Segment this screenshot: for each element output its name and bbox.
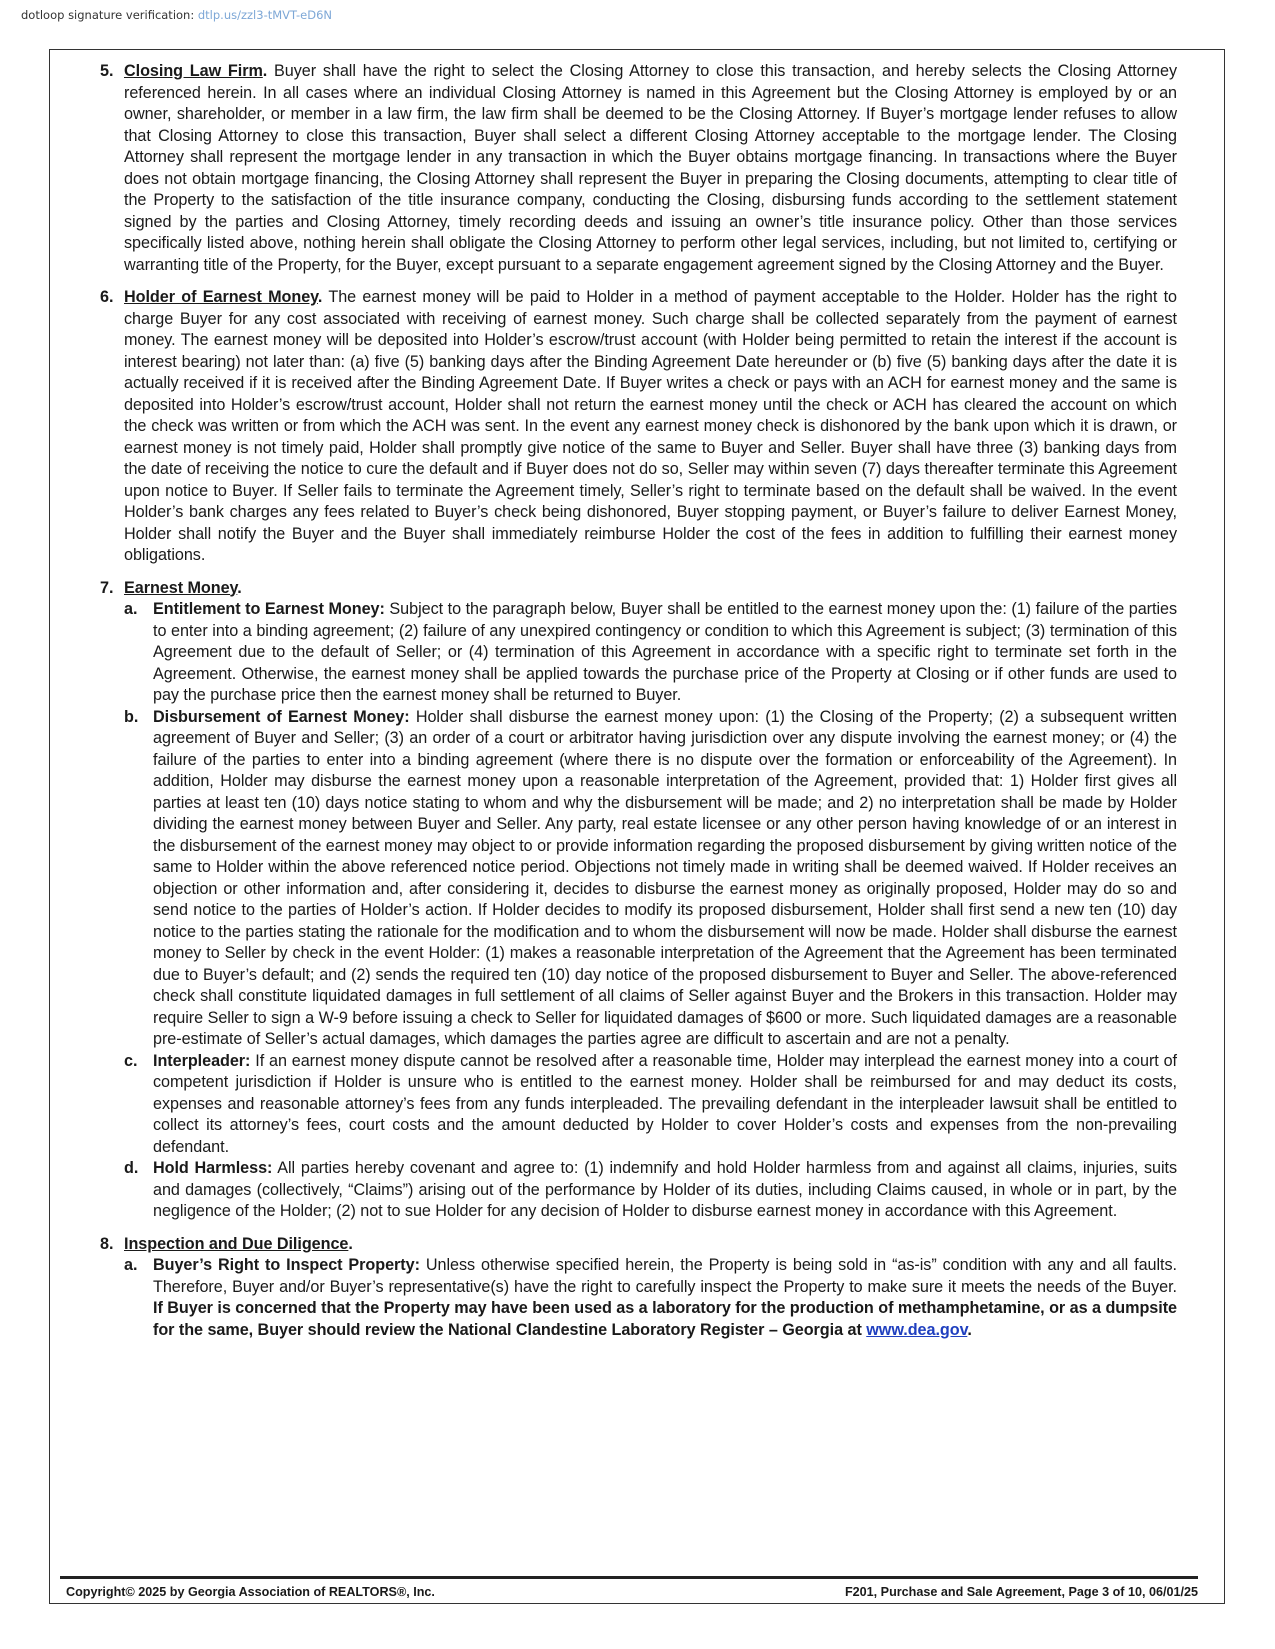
subsection-heading: Buyer’s Right to Inspect Property:: [153, 1256, 420, 1274]
footer-divider: [60, 1576, 1198, 1579]
section-title: Earnest Money: [124, 578, 238, 597]
sentence-end: .: [967, 1320, 972, 1339]
subsection-heading: Disbursement of Earnest Money:: [153, 707, 410, 726]
section-number: 8.: [100, 1234, 114, 1253]
section-text: The earnest money will be paid to Holder in a method of payment acceptable to the Holder. Holder has the right to charge Buyer for any cost associated with receiving of earnest money. Such charge shall be collected separately from the payment of earnest money. The earnest money will be deposited into Holder’s escrow/trust account (with Holder being permitted to retain the interest if the account is interest bearing) not later than: (a) five (5) banking days after the Binding Agreement Date hereunder or (b) five (5) banking days after the date it is actually received if it is received after the Binding Agreement Date. If Buyer writes a check or pays with an ACH for earnest money and the same is deposited into Holder’s escrow/trust account, Holder shall not return the earnest money until the check or ACH has cleared the account on which the check was written or from which the ACH was sent. In the event any earnest money check is dishonored by the bank upon which it is drawn, or earnest money is not timely paid, Holder shall promptly give notice of the same to Buyer and Seller. Buyer shall have three (3) banking days from the date of receiving the notice to cure the default and if Buyer does not do so, Seller may within seven (7) days thereafter terminate this Agreement upon notice to Buyer. If Seller fails to terminate the Agreement timely, Seller’s right to terminate based on the default shall be waived. In the event Holder’s bank charges any fees related to Buyer’s check being dishonored, Buyer stopping payment, or Buyer’s failure to deliver Earnest Money, Holder shall notify the Buyer and the Buyer shall immediately reimburse Holder the cost of the fees in addition to fulfilling their earnest money obligations.: [124, 288, 1177, 564]
page-footer: [66, 1585, 1198, 1599]
verification-label: dotloop signature verification:: [21, 8, 195, 22]
signature-verification: [21, 8, 332, 22]
subsection-text: Subject to the paragraph below, Buyer shall be entitled to the earnest money upon the: (1) failure of the parties to enter into a binding agreement; (2) failure of any unexpired contingency or condition to which this Agreement is subject; (3) termination of this Agreement due to the default of Seller; or (4) termination of this Agreement in accordance with a specific right to terminate set forth in the Agreement. Otherwise, the earnest money shall be applied towards the purchase price of the Property at Closing or if other funds are used to pay the purchase price then the earnest money shall be returned to Buyer.: [153, 600, 1178, 704]
footer-copyright: Copyright© 2025 by Georgia Association of REALTORS®, Inc.: [66, 1585, 435, 1599]
page-frame: [49, 49, 1225, 1604]
subsection-heading: Interpleader:: [153, 1051, 251, 1070]
subsection-interpleader: [124, 1051, 1177, 1159]
section-inspection-due-diligence: 8. Inspection and Due Diligence. a. Buyer’s Right to Inspect Property: Unless otherwise specified herein, the Property is being sold in “as-is” condition with any and all faults. Therefore, Buyer and/or Buyer’s representative(s) have the right to carefully inspect the Property to make sure it meets the needs of the Buyer. If Buyer is concerned that the Property may have been used as a laboratory for the production of methamphetamine, or as a dumpsite for the same, Buyer should review the National Clandestine Laboratory Register – Georgia at www.dea.gov.: [72, 1234, 1177, 1342]
subsection-heading: Hold Harmless:: [153, 1159, 273, 1177]
section-text: Buyer shall have the right to select the Closing Attorney to close this transaction, and hereby selects the Closing Attorney referenced herein. In all cases where an individual Closing Attorney is named in this Agreement but the Closing Attorney is employed by or an owner, shareholder, or member in a law firm, the law firm shall be deemed to be the Closing Attorney. If Buyer’s mortgage lender refuses to allow that Closing Attorney to close this transaction, Buyer shall select a different Closing Attorney acceptable to the mortgage lender. The Closing Attorney shall represent the mortgage lender in any transaction in which the Buyer obtains mortgage financing. In transactions where the Buyer does not obtain mortgage financing, the Closing Attorney shall represent the Buyer in preparing the Closing documents, attempting to clear title of the Property to the satisfaction of the title insurance company, conducting the Closing, disbursing funds according to the settlement statement signed by the parties and Closing Attorney, timely recording deeds and issuing an owner’s title insurance policy. Other than those services specifically listed above, nothing herein shall obligate the Closing Attorney to perform other legal services, including, but not limited to, certifying or warranting title of the Property, for the Buyer, except pursuant to a separate engagement agreement signed by the Closing Attorney and the Buyer.: [124, 62, 1177, 274]
section-closing-law-firm: 5. Closing Law Firm. Buyer shall have the right to select the Closing Attorney to close this transaction, and hereby selects the Closing Attorney referenced herein. In all cases where an individual Closing Attorney is named in this Agreement but the Closing Attorney is employed by or an owner, shareholder, or member in a law firm, the law firm shall be deemed to be the Closing Attorney. If Buyer’s mortgage lender refuses to allow that Closing Attorney to close this transaction, Buyer shall select a different Closing Attorney acceptable to the mortgage lender. The Closing Attorney shall represent the mortgage lender in any transaction in which the Buyer obtains mortgage financing. In transactions where the Buyer does not obtain mortgage financing, the Closing Attorney shall represent the Buyer in preparing the Closing documents, attempting to clear title of the Property to the satisfaction of the title insurance company, conducting the Closing, disbursing funds according to the settlement statement signed by the parties and Closing Attorney, timely recording deeds and issuing an owner’s title insurance policy. Other than those services specifically listed above, nothing herein shall obligate the Closing Attorney to perform other legal services, including, but not limited to, certifying or warranting title of the Property, for the Buyer, except pursuant to a separate engagement agreement signed by the Closing Attorney and the Buyer.: [100, 62, 1177, 274]
subsection-letter: a.: [124, 600, 138, 618]
subsection-text: Unless otherwise specified herein, the Property is being sold in “as-is” condition with any and all faults. Therefore, Buyer and/or Buyer’s representative(s) have the right to carefully inspect the Property to make sure it meets the needs of the Buyer.: [153, 1256, 1177, 1296]
document-body: [72, 61, 1177, 1352]
subsection-text: All parties hereby covenant and agree to: (1) indemnify and hold Holder harmless from and against all claims, injuries, suits and damages (collectively, “Claims”) arising out of the performance by Holder of its duties, including Claims caused, in whole or in part, by the negligence of the Holder; (2) not to sue Holder for any decision of Holder to disburse earnest money in accordance with this Agreement.: [153, 1159, 1177, 1220]
subsection-text: If an earnest money dispute cannot be resolved after a reasonable time, Holder may interplead the earnest money into a court of competent jurisdiction if Holder is unsure who is entitled to the earnest money. Holder shall be reimbursed for and may deduct its costs, expenses and reasonable attorney’s fees from any funds interpleaded. The prevailing defendant in the interpleader lawsuit shall be entitled to collect its attorney’s fees, court costs and the amount deducted by Holder to cover Holder’s costs and expenses from the non-prevailing defendant.: [153, 1051, 1177, 1156]
subsection-letter: a.: [124, 1256, 138, 1274]
verification-link[interactable]: dtlp.us/zzl3-tMVT-eD6N: [197, 8, 332, 22]
meth-lab-notice: If Buyer is concerned that the Property may have been used as a laboratory for the production of methamphetamine, or as a dumpsite for the same, Buyer should review the National Clandestine Laboratory Register – Georgia at: [153, 1299, 1177, 1339]
subsection-letter: b.: [124, 707, 139, 726]
section-title: Closing Law Firm: [124, 62, 263, 80]
subsection-disbursement: [124, 707, 1177, 1051]
subsection-letter: c.: [124, 1051, 138, 1070]
subsection-entitlement: [124, 599, 1177, 707]
section-number: 5.: [100, 62, 114, 80]
subsection-heading: Entitlement to Earnest Money:: [153, 600, 385, 618]
section-title: Inspection and Due Diligence: [124, 1234, 349, 1253]
dea-gov-link[interactable]: www.dea.gov: [866, 1320, 968, 1339]
section-number: 6.: [100, 288, 114, 306]
section-title: Holder of Earnest Money: [124, 288, 318, 306]
subsection-hold-harmless: [124, 1158, 1177, 1223]
subsection-letter: d.: [124, 1159, 139, 1177]
footer-form-info: F201, Purchase and Sale Agreement, Page 3 of 10, 06/01/25: [844, 1585, 1198, 1599]
section-earnest-money: 7. Earnest Money. a. Entitlement to Earnest Money: Subject to the paragraph below, Buyer shall be entitled to the earnest money upon the: (1) failure of the parties to enter into a binding agreement; (2) failure of any unexpired contingency or condition to which this Agreement is subject; (3) termination of this Agreement due to the default of Seller; or (4) termination of this Agreement in accordance with a specific right to terminate set forth in the Agreement. Otherwise, the earnest money shall be applied towards the purchase price of the Property at Closing or if other funds are used to pay the purchase price then the earnest money shall be returned to Buyer. b. Disbursement of Earnest Money: Holder shall disburse the earnest money upon: (1) the Closing of the Property; (2) a subsequent written agreement of Buyer and Seller; (3) an order of a court or arbitrator having jurisdiction over any dispute involving the earnest money; or (4) the failure of the parties to enter into a binding agreement (where there is no dispute over the formation or enforceability of the Agreement). In addition, Holder may disburse the earnest money upon a reasonable interpretation of the Agreement, provided that: 1) Holder first gives all parties at least ten (10) days notice stating to whom and why the disbursement will be made; and 2) no interpretation shall be made by Holder dividing the earnest money between Buyer and Seller. Any party, real estate licensee or any other person having knowledge of or an interest in the disbursement of the earnest money may object to or provide information regarding the proposed disbursement by giving written notice of the same to Holder within the above referenced notice period. Objections not timely made in writing shall be deemed waived. If Holder receives an objection or other information and, after considering it, decides to disburse the earnest money as originally proposed, Holder may do so and send notice to the parties of Holder’s action. If Holder decides to modify its proposed disbursement, Holder shall first send a new ten (10) day notice to the parties stating the rationale for the modification and to whom the disbursement will now be made. Holder shall disburse the earnest money to Seller by check in the event Holder: (1) makes a reasonable interpretation of the Agreement that the Agreement has been terminated due to Buyer’s default; and (2) sends the required ten (10) day notice of the proposed disbursement to Buyer and Seller. The above-referenced check shall constitute liquidated damages in full settlement of all claims of Seller against Buyer and the Brokers in this transaction. Holder may require Seller to sign a W-9 before issuing a check to Seller for liquidated damages of $600 or more. Such liquidated damages are a reasonable pre-estimate of Seller’s actual damages, which damages the parties agree are difficult to ascertain and are not a penalty. c. Interpleader: If an earnest money dispute cannot be resolved after a reasonable time, Holder may interplead the earnest money into a court of competent jurisdiction if Holder is unsure who is entitled to the earnest money. Holder shall be reimbursed for and may deduct its costs, expenses and reasonable attorney’s fees from any funds interpleaded. The prevailing defendant in the interpleader lawsuit shall be entitled to collect its attorney’s fees, court costs and the amount deducted by Holder to cover Holder’s costs and expenses from the non-prevailing defendant. d. Hold Harmless: All parties hereby covenant and agree to: (1) indemnify and hold Holder harmless from and against all claims, injuries, suits and damages (collectively, “Claims”) arising out of the performance by Holder of its duties, including Claims caused, in whole or in part, by the negligence of the Holder; (2) not to sue Holder for any decision of Holder to disburse earnest money in accordance with this Agreement.: [72, 578, 1177, 1223]
subsection-text: Holder shall disburse the earnest money upon: (1) the Closing of the Property; (2) a subsequent written agreement of Buyer and Seller; (3) an order of a court or arbitrator having jurisdiction over any dispute involving the earnest money; or (4) the failure of the parties to enter into a binding agreement (where there is no dispute over the formation or enforceability of the Agreement). In addition, Holder may disburse the earnest money upon a reasonable interpretation of the Agreement, provided that: 1) Holder first gives all parties at least ten (10) days notice stating to whom and why the disbursement will be made; and 2) no interpretation shall be made by Holder dividing the earnest money between Buyer and Seller. Any party, real estate licensee or any other person having knowledge of or an interest in the disbursement of the earnest money may object to or provide information regarding the proposed disbursement by giving written notice of the same to Holder within the above referenced notice period. Objections not timely made in writing shall be deemed waived. If Holder receives an objection or other information and, after considering it, decides to disburse the earnest money as originally proposed, Holder may do so and send notice to the parties of Holder’s action. If Holder decides to modify its proposed disbursement, Holder shall first send a new ten (10) day notice to the parties stating the rationale for the modification and to whom the disbursement will now be made. Holder shall disburse the earnest money to Seller by check in the event Holder: (1) makes a reasonable interpretation of the Agreement that the Agreement has been terminated due to Buyer’s default; and (2) sends the required ten (10) day notice of the proposed disbursement to Buyer and Seller. The above-referenced check shall constitute liquidated damages in full settlement of all claims of Seller against Buyer and the Brokers in this transaction. Holder may require Seller to sign a W-9 before issuing a check to Seller for liquidated damages of $600 or more. Such liquidated damages are a reasonable pre-estimate of Seller’s actual damages, which damages the parties agree are difficult to ascertain and are not a penalty.: [153, 707, 1177, 1048]
section-holder-of-earnest-money: 6. Holder of Earnest Money. The earnest money will be paid to Holder in a method of payment acceptable to the Holder. Holder has the right to charge Buyer for any cost associated with receiving of earnest money. Such charge shall be collected separately from the payment of earnest money. The earnest money will be deposited into Holder’s escrow/trust account (with Holder being permitted to retain the interest if the account is interest bearing) not later than: (a) five (5) banking days after the Binding Agreement Date hereunder or (b) five (5) banking days after the date it is actually received if it is received after the Binding Agreement Date. If Buyer writes a check or pays with an ACH for earnest money and the same is deposited into Holder’s escrow/trust account, Holder shall not return the earnest money until the check or ACH has cleared the account on which the check was written or from which the ACH was sent. In the event any earnest money check is dishonored by the bank upon which it is drawn, or earnest money is not timely paid, Holder shall promptly give notice of the same to Buyer and Seller. Buyer shall have three (3) banking days from the date of receiving the notice to cure the default and if Buyer does not do so, Seller may within seven (7) days thereafter terminate this Agreement upon notice to Buyer. If Seller fails to terminate the Agreement timely, Seller’s right to terminate based on the default shall be waived. In the event Holder’s bank charges any fees related to Buyer’s check being dishonored, Buyer stopping payment, or Buyer’s failure to deliver Earnest Money, Holder shall notify the Buyer and the Buyer shall immediately reimburse Holder the cost of the fees in addition to fulfilling their earnest money obligations.: [100, 288, 1177, 564]
subsection-right-to-inspect: [124, 1255, 1177, 1341]
section-number: 7.: [100, 578, 114, 597]
